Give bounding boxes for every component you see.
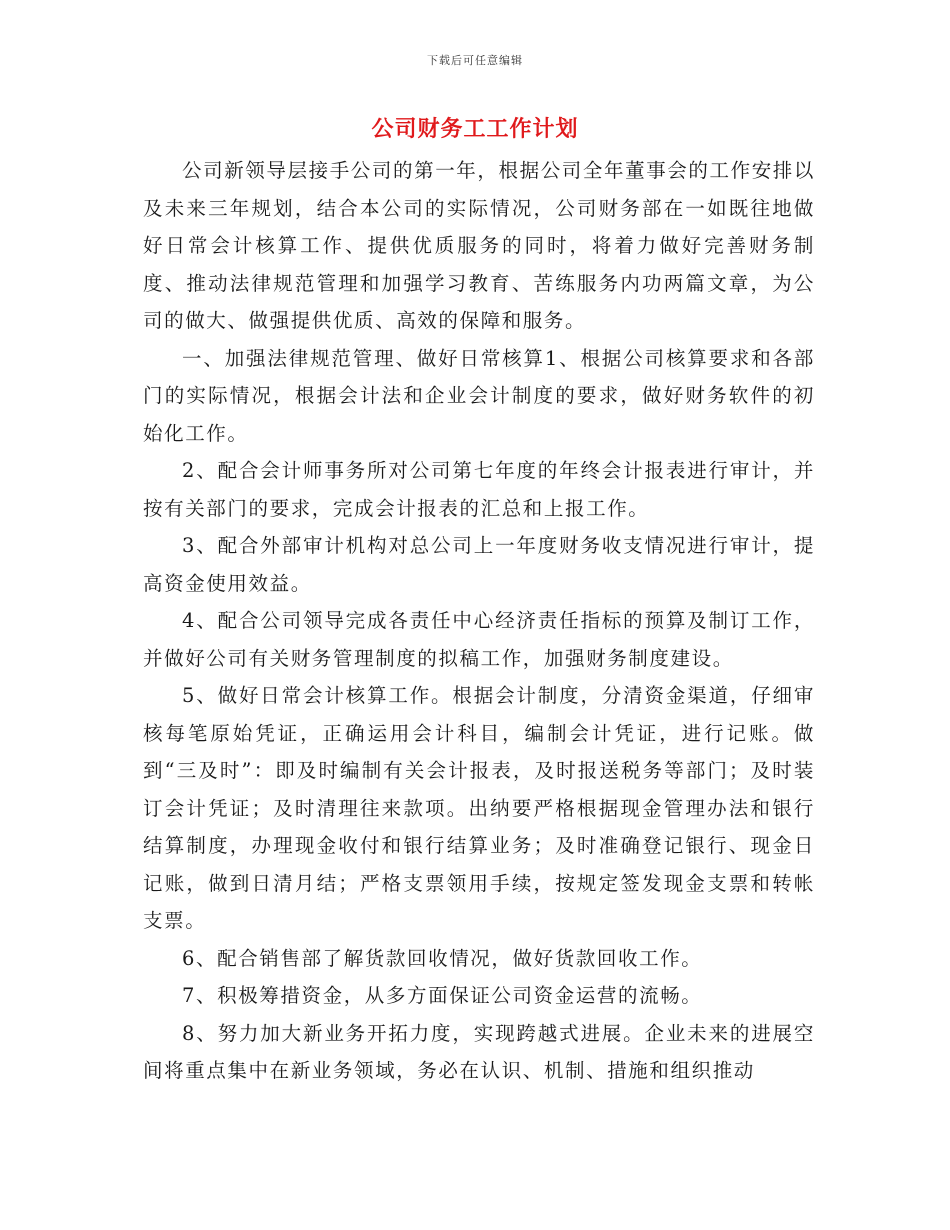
paragraph-item-8: 8、努力加大新业务开拓力度，实现跨越式进展。企业未来的进展空间将重点集中在新业务领域，务必在认识、机制、措施和组织推动 <box>143 1021 815 1082</box>
paragraph-item-4: 4、配合公司领导完成各责任中心经济责任指标的预算及制订工作，并做好公司有关财务管理制度的拟稿工作，加强财务制度建设。 <box>143 609 815 670</box>
paragraph-item-3: 3、配合外部审计机构对总公司上一年度财务收支情况进行审计，提高资金使用效益。 <box>143 534 815 595</box>
paragraph-item-6: 6、配合销售部了解货款回收情况，做好货款回收工作。 <box>182 946 703 970</box>
document-title: 公司财务工工作计划 <box>371 116 579 142</box>
paragraph-item-7: 7、积极筹措资金，从多方面保证公司资金运营的流畅。 <box>182 984 703 1007</box>
document-body <box>143 152 815 1090</box>
header-note: 下载后可任意编辑 <box>427 54 523 67</box>
paragraph-intro: 公司新领导层接手公司的第一年，根据公司全年董事会的工作安排以及未来三年规划，结合本公司的实际情况，公司财务部在一如既往地做好日常会计核算工作、提供优质服务的同时，将着力做好完善财务制度、推动法律规范管理和加强学习教育、苦练服务内功两篇文章，为公司的做大、做强提供优质、高效的保障和服务。 <box>143 159 816 332</box>
paragraph-item-5: 5、做好日常会计核算工作。根据会计制度，分清资金渠道，仔细审核每笔原始凭证，正确运用会计科目，编制会计凭证，进行记账。做到“三及时”：即及时编制有关会计报表，及时报送税务等部门；及时装订会计凭证；及时清理往来款项。出纳要严格根据现金管理办法和银行结算制度，办理现金收付和银行结算业务；及时准确登记银行、现金日记账，做到日清月结；严格支票领用手续，按规定签发现金支票和转帐支票。 <box>143 684 815 932</box>
paragraph-item-2: 2、配合会计师事务所对公司第七年度的年终会计报表进行审计，并按有关部门的要求，完成会计报表的汇总和上报工作。 <box>143 459 815 520</box>
paragraph-item-1: 一、加强法律规范管理、做好日常核算1、根据公司核算要求和各部门的实际情况，根据会计法和企业会计制度的要求，做好财务软件的初始化工作。 <box>143 346 815 445</box>
